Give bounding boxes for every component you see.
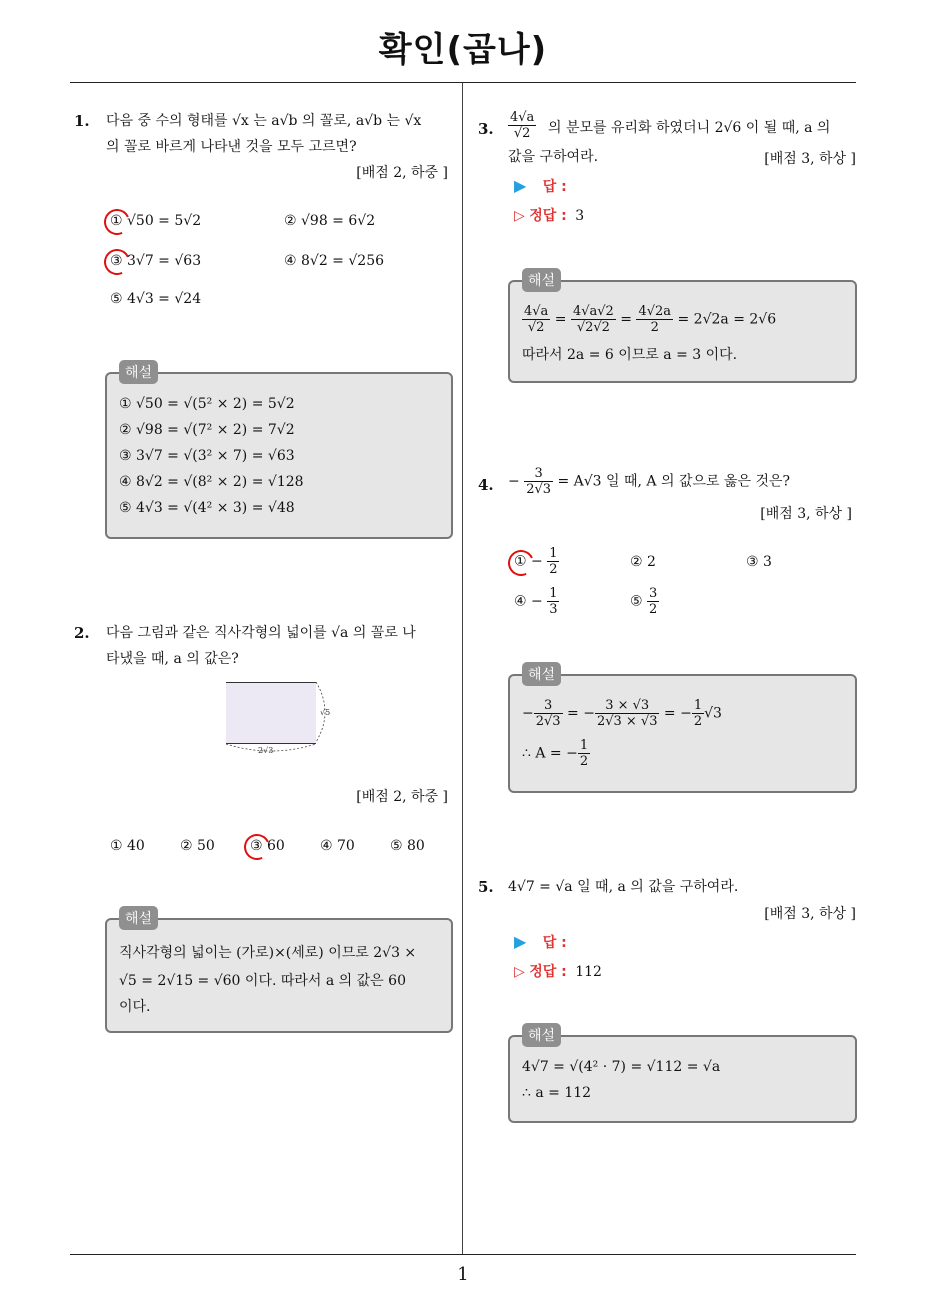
q4-exp-frac1-num: 3: [534, 698, 563, 714]
q2-option-5[interactable]: ⑤ 80: [390, 838, 425, 854]
q2-dimension-lines: [226, 682, 346, 762]
q4-option-5[interactable]: [630, 586, 659, 617]
q4-exp-frac3-den: 2: [693, 714, 703, 729]
q4-frac-den: 2√3: [526, 482, 552, 497]
q4-score: [배점 3, 하상 ]: [760, 506, 852, 522]
q3-exp-line-1: $\frac{4√a}{√2}$ = $\frac{4√a√2}{√2√2}$ = $\frac{4√2a}{2}$ = 2√2a = 2√6: [524, 304, 777, 335]
q1-option-2[interactable]: ② √98 = 6√2: [284, 213, 376, 229]
q4-exp2-num: 1: [579, 738, 589, 753]
q4-text: = A√3 일 때, A 의 값으로 옳은 것은?: [557, 473, 791, 490]
q2-exp-line-1: 직사각형의 넓이는 (가로)×(세로) 이므로 2√3 ×: [119, 945, 417, 961]
q4-option-4-num: 1: [549, 586, 558, 601]
q4-minus: −: [508, 473, 520, 490]
q4-stem: [508, 466, 790, 497]
q5-correct-label: 정답 :: [529, 964, 567, 980]
q5-correct-row: [514, 961, 602, 981]
q1-explanation-tag: 해설: [119, 360, 158, 384]
q5-correct-arrow-icon: ▷: [514, 964, 525, 980]
q4-number: 4.: [478, 476, 494, 494]
q4-option-1-num: 1: [549, 546, 558, 561]
q3-text-line2: 값을 구하여라.: [508, 149, 599, 165]
q4-exp-tail: √3: [704, 705, 722, 722]
q1-text: [106, 108, 456, 160]
q3-exp-line-2: 따라서 2a = 6 이므로 a = 3 이다.: [522, 347, 738, 363]
q3-exp-frac3-num: 4√2a: [638, 304, 672, 319]
q4-option-4-sign: −: [531, 593, 543, 610]
q4-option-4-label: ④: [514, 593, 527, 610]
top-rule: [70, 82, 856, 83]
q1-score: [배점 2, 하중 ]: [356, 165, 448, 181]
q4-exp-line-1: − $\frac{3}{2√3}$ = − $\frac{3 \times √3}{2√3 \times √3}$ = − $\frac{1}{2}$ √3: [522, 698, 722, 729]
q3-fraction-den: √2: [513, 126, 531, 141]
q4-option-5-num: 3: [649, 586, 658, 601]
q2-score: [배점 2, 하중 ]: [356, 789, 448, 805]
column-divider: [462, 83, 463, 1255]
q2-option-2[interactable]: ② 50: [180, 838, 215, 854]
q4-exp2-lead: ∴ A = −: [522, 745, 578, 762]
q4-frac-num: 3: [524, 466, 553, 482]
q4-exp2-den: 2: [579, 754, 589, 769]
q2-option-4[interactable]: ④ 70: [320, 838, 355, 854]
q3-number: 3.: [478, 120, 494, 138]
q4-option-1-den: 2: [549, 562, 558, 577]
q4-option-4-den: 3: [549, 602, 558, 617]
q2-number: 2.: [74, 624, 90, 642]
q3-explanation-tag: 해설: [522, 268, 561, 292]
q3-fraction-num: 4√a: [510, 110, 535, 125]
q2-explanation-tag: 해설: [119, 906, 158, 930]
q2-exp-line-2: √5 = 2√15 = √60 이다. 따라서 a 의 값은 60: [119, 973, 406, 989]
q5-text: 4√7 = √a 일 때, a 의 값을 구하여라.: [508, 879, 739, 895]
q1-option-3[interactable]: ③ 3√7 = √63: [110, 253, 202, 269]
q5-correct-value: 112: [575, 964, 602, 980]
q5-number: 5.: [478, 878, 494, 896]
q5-explanation-box: [508, 1028, 857, 1123]
q2-exp-line-3: 이다.: [119, 999, 151, 1015]
q4-option-1-label: ①: [514, 553, 527, 570]
q1-exp-line-4: ④ 8√2 = √(8² × 2) = √128: [119, 474, 304, 490]
q4-option-1[interactable]: [514, 546, 559, 577]
q1-number: 1.: [74, 112, 90, 130]
q4-option-5-label: ⑤: [630, 593, 643, 610]
q1-option-4[interactable]: ④ 8√2 = √256: [284, 253, 385, 269]
q3-exp-frac3-den: 2: [650, 320, 659, 335]
q3-answer-row[interactable]: [514, 176, 567, 196]
q4-exp-frac2-den: 2√3 × √3: [596, 714, 658, 729]
q4-option-2-label: ②: [630, 554, 643, 570]
q3-exp-frac1-den: √2: [527, 320, 545, 335]
q4-option-3-value: 3: [763, 554, 772, 570]
q1-text-line1: 다음 중 수의 형태를 √x 는 a√b 의 꼴로, a√b 는 √x: [106, 113, 422, 129]
q1-option-5[interactable]: ⑤ 4√3 = √24: [110, 291, 202, 307]
q5-explanation-tag: 해설: [522, 1023, 561, 1047]
q3-exp-tail: = 2√2a = 2√6: [677, 311, 777, 328]
q3-exp-frac2-num: 4√a√2: [572, 304, 614, 319]
page-title: 확인(곱나): [378, 30, 548, 70]
q3-correct-arrow-icon: ▷: [514, 208, 525, 224]
q1-exp-line-5: ⑤ 4√3 = √(4² × 3) = √48: [119, 500, 295, 516]
q2-height-label: √5: [320, 708, 331, 717]
bottom-rule: [70, 1254, 856, 1255]
q3-explanation-box: [508, 273, 857, 383]
q2-text: [106, 620, 456, 672]
q4-option-2[interactable]: [630, 554, 656, 570]
q3-answer-label: 답 :: [542, 179, 567, 195]
q4-option-3-label: ③: [746, 554, 759, 570]
q1-text-line2: 의 꼴로 바르게 나타낸 것을 모두 고르면?: [106, 139, 357, 155]
q3-correct-value: 3: [575, 208, 585, 224]
q4-option-1-sign: −: [531, 553, 543, 570]
q2-option-3[interactable]: ③ 60: [250, 838, 285, 854]
q5-answer-row[interactable]: [514, 932, 567, 952]
q5-answer-arrow-icon: ▶: [514, 932, 527, 951]
q2-option-1[interactable]: ① 40: [110, 838, 145, 854]
q2-width-label: 2√3: [258, 746, 274, 755]
q3-exp-frac1-num: 4√a: [524, 304, 549, 319]
q5-exp-line-2: ∴ a = 112: [522, 1085, 592, 1101]
q3-answer-arrow-icon: ▶: [514, 176, 527, 195]
q3-exp-frac2-den: √2√2: [576, 320, 610, 335]
q4-exp-frac2-num: 3 × √3: [595, 698, 660, 714]
q1-exp-line-3: ③ 3√7 = √(3² × 7) = √63: [119, 448, 295, 464]
q3-correct-row: [514, 205, 584, 225]
q1-explanation-box: [105, 365, 453, 539]
q5-answer-label: 답 :: [542, 935, 567, 951]
q3-correct-label: 정답 :: [529, 208, 567, 224]
q3-text-line1: 의 분모를 유리화 하였더니 2√6 이 될 때, a 의: [548, 120, 831, 136]
q4-exp-frac1-den: 2√3: [535, 714, 561, 729]
page-number: 1: [457, 1264, 469, 1285]
q1-exp-line-1: ① √50 = √(5² × 2) = 5√2: [119, 396, 295, 412]
q2-text-line2: 타냈을 때, a 의 값은?: [106, 651, 239, 667]
q5-exp-line-1: 4√7 = √(4² · 7) = √112 = √a: [522, 1059, 721, 1075]
q4-option-3[interactable]: [746, 554, 772, 570]
q4-exp-frac3-num: 1: [693, 698, 703, 713]
q4-option-4[interactable]: [514, 586, 559, 617]
q3-score: [배점 3, 하상 ]: [764, 151, 856, 167]
q1-exp-line-2: ② √98 = √(7² × 2) = 7√2: [119, 422, 295, 438]
q2-text-line1: 다음 그림과 같은 직사각형의 넓이를 √a 의 꼴로 나: [106, 625, 416, 641]
q1-option-1[interactable]: ① √50 = 5√2: [110, 213, 202, 229]
q5-score: [배점 3, 하상 ]: [764, 906, 856, 922]
q3-fraction: [508, 110, 536, 141]
q2-explanation-box: [105, 911, 453, 1033]
q4-option-5-den: 2: [649, 602, 658, 617]
q4-option-2-value: 2: [647, 554, 656, 570]
q4-exp-line-2: [522, 738, 590, 769]
q4-explanation-tag: 해설: [522, 662, 561, 686]
q4-explanation-box: [508, 667, 857, 793]
